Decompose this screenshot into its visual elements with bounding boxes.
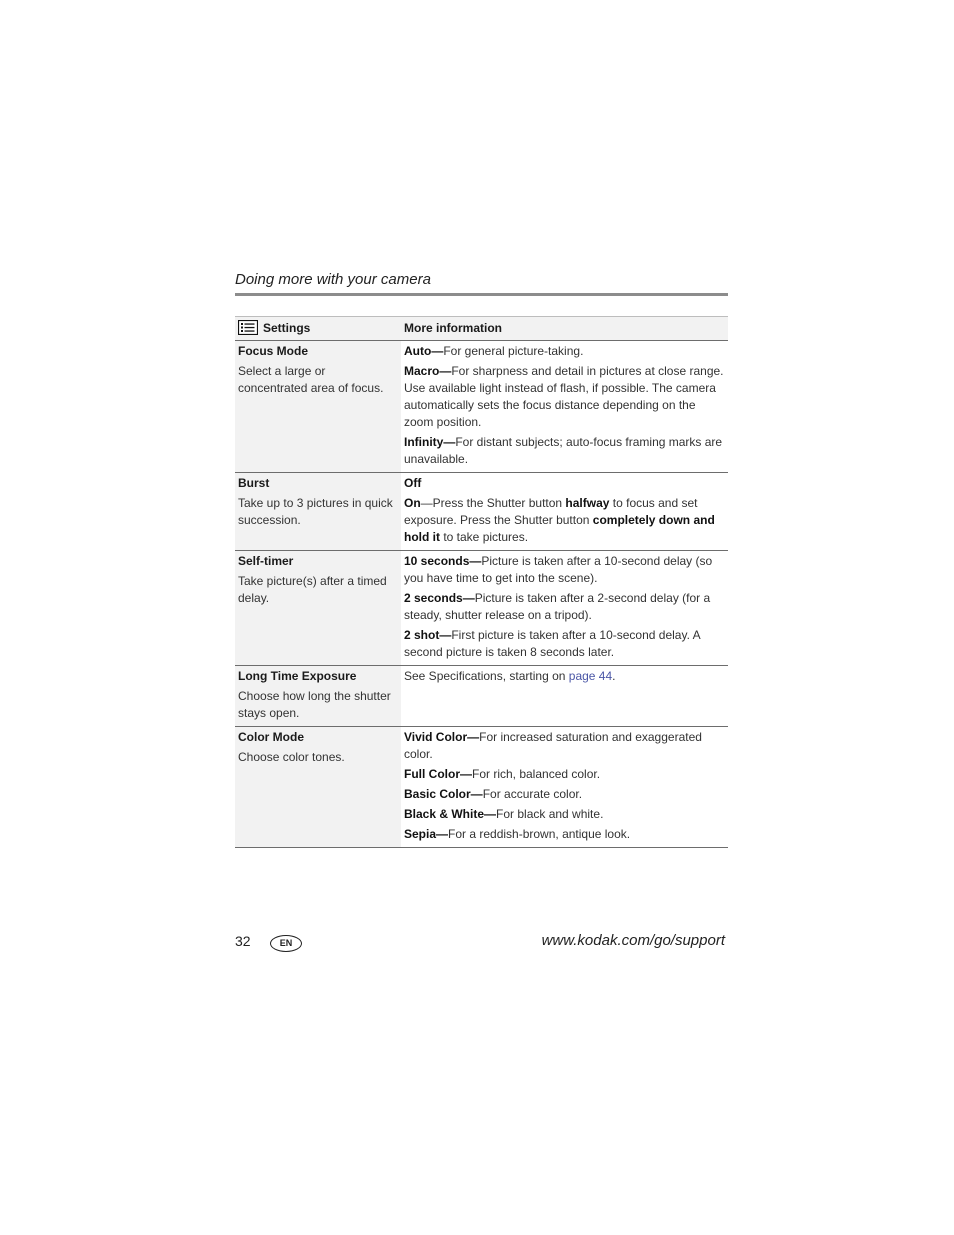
setting-name: Self-timer — [238, 554, 294, 568]
page-number: 32 — [235, 933, 251, 949]
setting-cell — [235, 666, 401, 727]
setting-cell — [235, 551, 401, 666]
option-item: Black & White—For black and white. — [404, 807, 604, 821]
setting-description: Choose how long the shutter stays open. — [238, 689, 391, 720]
setting-name: Focus Mode — [238, 344, 309, 358]
table-row — [235, 473, 728, 551]
menu-list-icon — [238, 320, 258, 335]
setting-description: Choose color tones. — [238, 750, 345, 764]
table-header-row — [235, 317, 728, 341]
option-item: See Specifications, starting on page 44. — [404, 669, 616, 683]
setting-cell — [235, 473, 401, 551]
table-row — [235, 551, 728, 666]
table-row — [235, 666, 728, 727]
table-row — [235, 341, 728, 473]
settings-header-label: Settings — [263, 321, 311, 335]
page-header-title: Doing more with your camera — [235, 271, 431, 288]
setting-name: Long Time Exposure — [238, 669, 357, 683]
info-cell — [401, 727, 728, 848]
option-item: 10 seconds—Picture is taken after a 10-second delay (so you have time to get into the scene). — [404, 554, 713, 585]
option-item: Infinity—For distant subjects; auto-focus framing marks are unavailable. — [404, 435, 723, 466]
option-item: Macro—For sharpness and detail in pictures at close range. Use available light instead of flash, if possible. The camera automatically sets the focus distance depending on the zoom position. — [404, 364, 724, 429]
setting-name: Color Mode — [238, 730, 304, 744]
option-item: Basic Color—For accurate color. — [404, 787, 583, 801]
language-badge: EN — [270, 935, 302, 952]
setting-description: Select a large or concentrated area of focus. — [238, 364, 384, 395]
option-item: Sepia—For a reddish-brown, antique look. — [404, 827, 631, 841]
option-item: Full Color—For rich, balanced color. — [404, 767, 601, 781]
info-column-header: More information — [401, 317, 728, 341]
option-item: On—Press the Shutter button halfway to focus and set exposure. Press the Shutter button completely down and hold it to take pictures. — [404, 496, 715, 544]
option-item: Vivid Color—For increased saturation and exaggerated color. — [404, 730, 702, 761]
support-url[interactable]: www.kodak.com/go/support — [541, 932, 725, 949]
header-rule — [235, 293, 728, 296]
setting-name: Burst — [238, 476, 270, 490]
table-row — [235, 727, 728, 848]
setting-cell — [235, 727, 401, 848]
settings-column-header — [235, 317, 401, 341]
setting-description: Take up to 3 pictures in quick succession. — [238, 496, 393, 527]
info-cell — [401, 341, 728, 473]
option-item: 2 seconds—Picture is taken after a 2-second delay (for a steady, shutter release on a tripod). — [404, 591, 711, 622]
option-item: Off — [404, 476, 422, 490]
option-item: Auto—For general picture-taking. — [404, 344, 584, 358]
setting-description: Take picture(s) after a timed delay. — [238, 574, 387, 605]
page-link[interactable]: page 44 — [568, 669, 613, 683]
option-item: 2 shot—First picture is taken after a 10-second delay. A second picture is taken 8 seconds later. — [404, 628, 700, 659]
info-cell — [401, 666, 728, 727]
settings-table — [235, 316, 728, 848]
setting-cell — [235, 341, 401, 473]
info-cell — [401, 551, 728, 666]
info-cell — [401, 473, 728, 551]
